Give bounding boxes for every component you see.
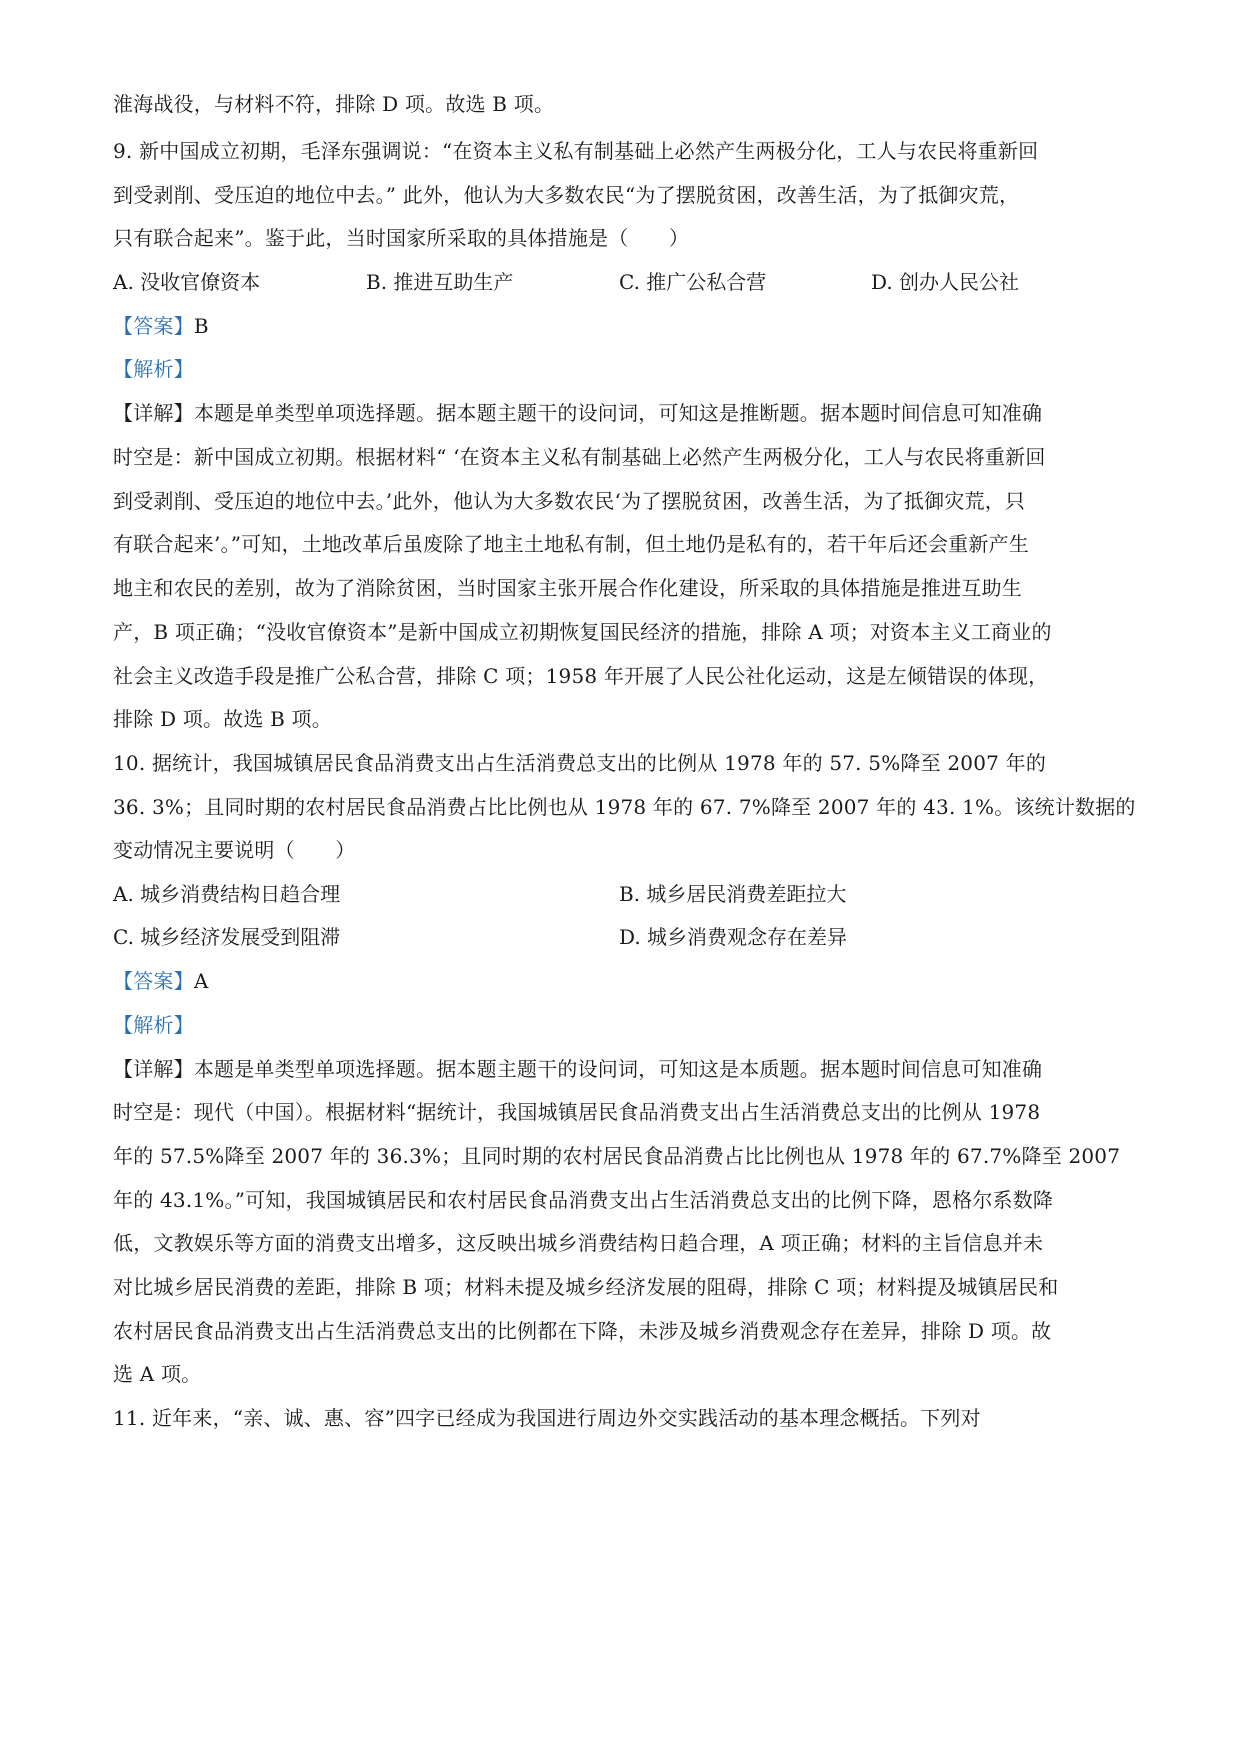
q10-detail-line-2: 时空是：现代（中国）。根据材料“据统计，我国城镇居民食品消费支出占生活消费总支出的比例从 1978 [113,1100,1041,1124]
q10-stem-line-1: 10. 据统计，我国城镇居民食品消费支出占生活消费总支出的比例从 1978 年的 57. 5%降至 2007 年的 [113,751,1047,775]
q10-detail-line-6: 对比城乡居民消费的差距，排除 B 项；材料未提及城乡经济发展的阻碍，排除 C 项；材料提及城镇居民和 [113,1275,1059,1299]
q9-stem-line-2: 到受剥削、受压迫的地位中去。” 此外，他认为大多数农民“为了摆脱贫困，改善生活，为了抵御灾荒， [113,183,1020,207]
q8-explanation-tail: 淮海战役，与材料不符，排除 D 项。故选 B 项。 [113,92,555,116]
q9-detail-line-8: 排除 D 项。故选 B 项。 [113,707,332,731]
answer-tag: 【答案】 [113,969,194,993]
q9-detail-line-6: 产，B 项正确；“没收官僚资本”是新中国成立初期恢复国民经济的措施，排除 A 项；对资本主义工商业的 [113,620,1052,644]
q10-detail-line-8: 选 A 项。 [113,1362,202,1386]
q11-stem-line-1: 11. 近年来，“亲、诚、惠、容”四字已经成为我国进行周边外交实践活动的基本理念概括。下列对 [113,1406,981,1430]
q10-option-a: A. 城乡消费结构日趋合理 [113,882,341,906]
q10-analysis-tag: 【解析】 [113,1013,194,1037]
q9-option-b: B. 推进互助生产 [366,270,514,294]
q9-detail-line-5: 地主和农民的差别，故为了消除贫困，当时国家主张开展合作化建设，所采取的具体措施是推进互助生 [113,576,1022,600]
q9-detail-line-3: 到受剥削、受压迫的地位中去。’此外，他认为大多数农民‘为了摆脱贫困，改善生活，为了抵御灾荒，只 [113,489,1026,513]
q10-detail-line-4: 年的 43.1%。”可知，我国城镇居民和农村居民食品消费支出占生活消费总支出的比例下降，恩格尔系数降 [113,1188,1054,1212]
q9-detail-line-1: 【详解】本题是单类型单项选择题。据本题主题干的设问词，可知这是推断题。据本题时间信息可知准确 [113,401,1043,425]
answer-value: B [193,314,209,338]
q10-option-d: D. 城乡消费观念存在差异 [619,925,848,949]
q9-option-c: C. 推广公私合营 [619,270,767,294]
q9-detail-line-7: 社会主义改造手段是推广公私合营，排除 C 项；1958 年开展了人民公社化运动，这是左倾错误的体现， [113,664,1049,688]
q9-option-d: D. 创办人民公社 [871,270,1020,294]
detail-tag: 【详解】 [113,401,194,425]
q10-option-c: C. 城乡经济发展受到阻滞 [113,925,341,949]
q9-detail-line-4: 有联合起来’。”可知，土地改革后虽废除了地主土地私有制，但土地仍是私有的，若干年后还会重新产生 [113,532,1029,556]
q9-stem-line-3: 只有联合起来”。鉴于此，当时国家所采取的具体措施是（ ） [113,226,690,250]
q9-answer [113,312,209,340]
q10-detail-line-7: 农村居民食品消费支出占生活消费总支出的比例都在下降，未涉及城乡消费观念存在差异，排除 D 项。故 [113,1319,1052,1343]
q9-option-a: A. 没收官僚资本 [113,270,261,294]
q9-stem-line-1: 9. 新中国成立初期，毛泽东强调说：“在资本主义私有制基础上必然产生两极分化，工人与农民将重新回 [113,139,1039,163]
q9-analysis-tag: 【解析】 [113,357,194,381]
detail-tag: 【详解】 [113,1057,194,1081]
q10-option-b: B. 城乡居民消费差距拉大 [619,882,847,906]
q9-detail-line-2: 时空是：新中国成立初期。根据材料“ ‘在资本主义私有制基础上必然产生两极分化，工人与农民将重新回 [113,445,1046,469]
answer-tag: 【答案】 [113,314,194,338]
answer-value: A [193,969,209,993]
q10-stem-line-2: 36. 3%；且同时期的农村居民食品消费占比比例也从 1978 年的 67. 7%降至 2007 年的 43. 1%。该统计数据的 [113,795,1136,819]
q10-detail-line-5: 低，文教娱乐等方面的消费支出增多，这反映出城乡消费结构日趋合理，A 项正确；材料的主旨信息并未 [113,1231,1044,1255]
q10-detail-line-3: 年的 57.5%降至 2007 年的 36.3%；且同时期的农村居民食品消费占比比例也从 1978 年的 67.7%降至 2007 [113,1144,1121,1168]
q10-answer [113,967,208,995]
q10-stem-line-3: 变动情况主要说明（ ） [113,838,356,862]
q10-detail-line-1: 【详解】本题是单类型单项选择题。据本题主题干的设问词，可知这是本质题。据本题时间信息可知准确 [113,1057,1043,1081]
